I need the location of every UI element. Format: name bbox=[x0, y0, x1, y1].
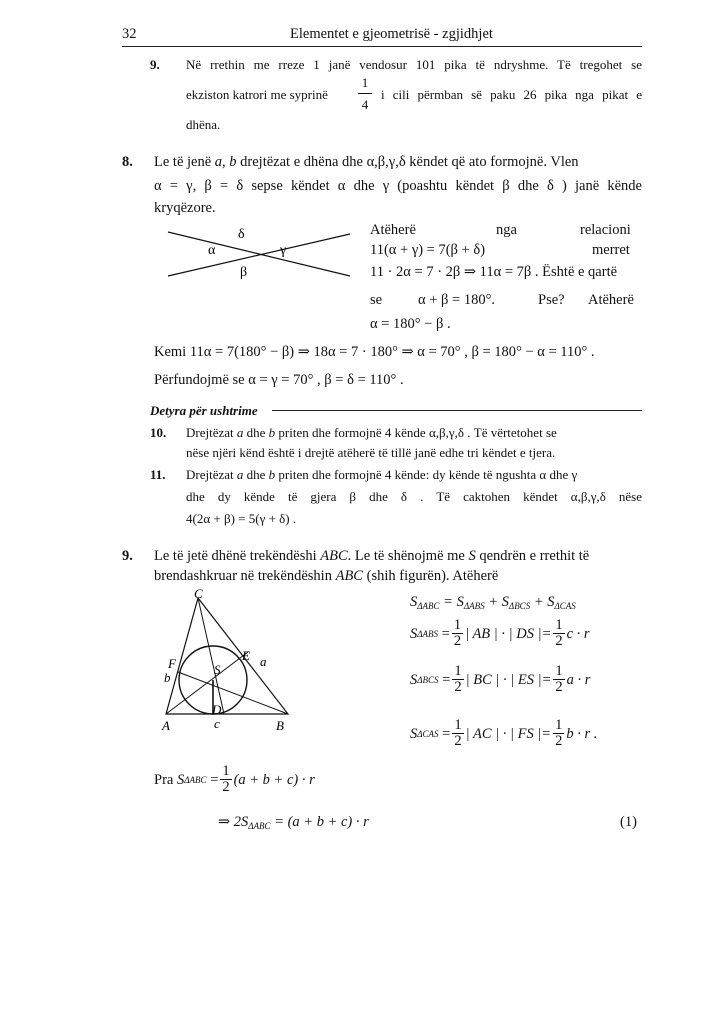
crossing-lines-figure bbox=[160, 218, 360, 288]
eq2-half: $\frac{1}{2}$ bbox=[453, 617, 462, 649]
p8-r3: 11 · 2α = 7 · 2β ⇒ 11α = 7β . Është e qartë bbox=[370, 264, 618, 280]
p8-kemi: Kemi 11α = 7(180° − β) ⇒ 18α = 7 · 180° ⇒ α = 70° , β = 180° − α = 110° . bbox=[154, 344, 595, 360]
triangle-incircle-figure bbox=[156, 586, 306, 736]
page-number: 32 bbox=[122, 26, 137, 42]
p8-line1: Le të jenë a, b drejtëzat e dhëna dhe α,β,γ,δ këndet që ato formojnë. Vlen bbox=[154, 154, 579, 170]
fig-delta: δ bbox=[238, 227, 245, 242]
p9a-line1: Në rrethin me rreze 1 janë vendosur 101 pika të ndryshme. Të tregohet se bbox=[186, 57, 642, 72]
e11-line1: Drejtëzat a dhe b priten dhe formojnë 4 kënde: dy kënde të ngushta α dhe γ bbox=[186, 467, 578, 482]
e11-number: 11. bbox=[150, 467, 166, 482]
e11-line2: dhe dy kënde të gjera β dhe δ . Të caktohen këndet α,β,γ,δ nëse bbox=[186, 489, 642, 504]
p9a-line2-pre: ekziston katrori me syprinë bbox=[186, 87, 328, 102]
eq1: $S_{\Delta ABC} = S_{\Delta ABS} + S_{\Delta BCS} + S_{\Delta CAS}$ bbox=[410, 594, 576, 611]
p8-r1a: Atëherë bbox=[370, 222, 416, 238]
p9-line2: brendashkruar në trekëndëshin ABC (shih figurën). Atëherë bbox=[154, 568, 499, 584]
e10-line1: Drejtëzat a dhe b priten dhe formojnë 4 kënde α,β,γ,δ . Të vërtetohet se bbox=[186, 425, 557, 440]
p8-perfundojme: Përfundojmë se α = γ = 70° , β = δ = 110° . bbox=[154, 372, 404, 388]
e10-number: 10. bbox=[150, 425, 167, 440]
p8-r1c: relacioni bbox=[580, 222, 631, 238]
label-C: C bbox=[194, 586, 203, 601]
pra-half: $\frac{1}{2}$ bbox=[222, 763, 230, 795]
eq3-half: $\frac{1}{2}$ bbox=[454, 663, 462, 695]
eq2: S ΔABS = $\frac{1}{2}$ | AB | · | DS |= $\frac{1}{2}$ c · r bbox=[410, 617, 590, 649]
label-a: a bbox=[260, 654, 267, 669]
header-rule bbox=[122, 46, 642, 47]
e10-line2: nëse njëri kënd është i drejtë atëherë të tillë janë edhe tri këndet e tjera. bbox=[186, 445, 556, 460]
p8-r4c: Pse? bbox=[538, 292, 565, 308]
exercises-heading: Detyra për ushtrime bbox=[150, 403, 258, 418]
p8-r4b: α + β = 180°. bbox=[418, 292, 496, 308]
label-E: E bbox=[242, 648, 250, 663]
eq3: S ΔBCS = $\frac{1}{2}$ | BC | · | ES |= $\frac{1}{2}$ a · r bbox=[410, 663, 591, 695]
p8-r4d: Atëherë bbox=[588, 292, 634, 308]
label-b: b bbox=[164, 670, 171, 685]
p9-line1: Le të jetë dhënë trekëndëshi ABC. Le të shënojmë me S qendrën e rrethit të bbox=[154, 548, 590, 564]
eq4-half: $\frac{1}{2}$ bbox=[454, 717, 462, 749]
eq4-half-2: $\frac{1}{2}$ bbox=[555, 717, 563, 749]
equation-number: (1) bbox=[620, 814, 637, 830]
p8-r4a: se bbox=[370, 292, 383, 308]
p9-number: 9. bbox=[122, 548, 133, 564]
p9a-frac-den: 4 bbox=[361, 97, 369, 112]
p9a-frac-bar bbox=[358, 93, 372, 94]
implication-line: ⇒ $2S_{\Delta ABC} = (a + b + c) \cdot r$ bbox=[218, 814, 369, 831]
p8-r5: α = 180° − β . bbox=[370, 316, 451, 332]
label-c: c bbox=[214, 716, 220, 731]
p9a-line3: dhëna. bbox=[186, 117, 221, 132]
triangle-abc bbox=[166, 598, 288, 714]
e11-line3: 4(2α + β) = 5(γ + δ) . bbox=[186, 511, 297, 526]
p9a-number: 9. bbox=[150, 57, 160, 72]
eq4: S ΔCAS = $\frac{1}{2}$ | AC | · | FS |= $\frac{1}{2}$ b · r . bbox=[410, 717, 598, 749]
label-S: S bbox=[214, 662, 221, 677]
label-B: B bbox=[276, 718, 284, 733]
p8-line3: kryqëzore. bbox=[154, 200, 216, 216]
fig-gamma: γ bbox=[280, 243, 287, 258]
p8-number: 8. bbox=[122, 154, 133, 170]
p9a-line2-post: i cili përmban së paku 26 pika nga pikat e bbox=[381, 87, 642, 102]
eq2-half-2: $\frac{1}{2}$ bbox=[555, 617, 563, 649]
label-F: F bbox=[168, 656, 176, 671]
p9a-frac-num: 1 bbox=[361, 75, 369, 90]
fig-beta: β bbox=[240, 265, 248, 280]
running-title: Elementet e gjeometrisë - zgjidhjet bbox=[290, 26, 493, 42]
p8-r1b: nga bbox=[496, 222, 517, 238]
label-D: D bbox=[212, 702, 222, 717]
label-A: A bbox=[162, 718, 170, 733]
p8-line2: α = γ, β = δ sepse këndet α dhe γ (poashtu këndet β dhe δ ) janë kënde bbox=[154, 178, 642, 194]
eq3-half-2: $\frac{1}{2}$ bbox=[555, 663, 563, 695]
fig-alpha: α bbox=[208, 243, 216, 258]
exercises-rule bbox=[272, 410, 642, 411]
p8-r2b: merret bbox=[592, 242, 630, 258]
pra-line: Pra S ΔABC = $\frac{1}{2}$ (a + b + c) · r bbox=[154, 763, 315, 795]
p8-r2a: 11(α + γ) = 7(β + δ) bbox=[370, 242, 486, 258]
